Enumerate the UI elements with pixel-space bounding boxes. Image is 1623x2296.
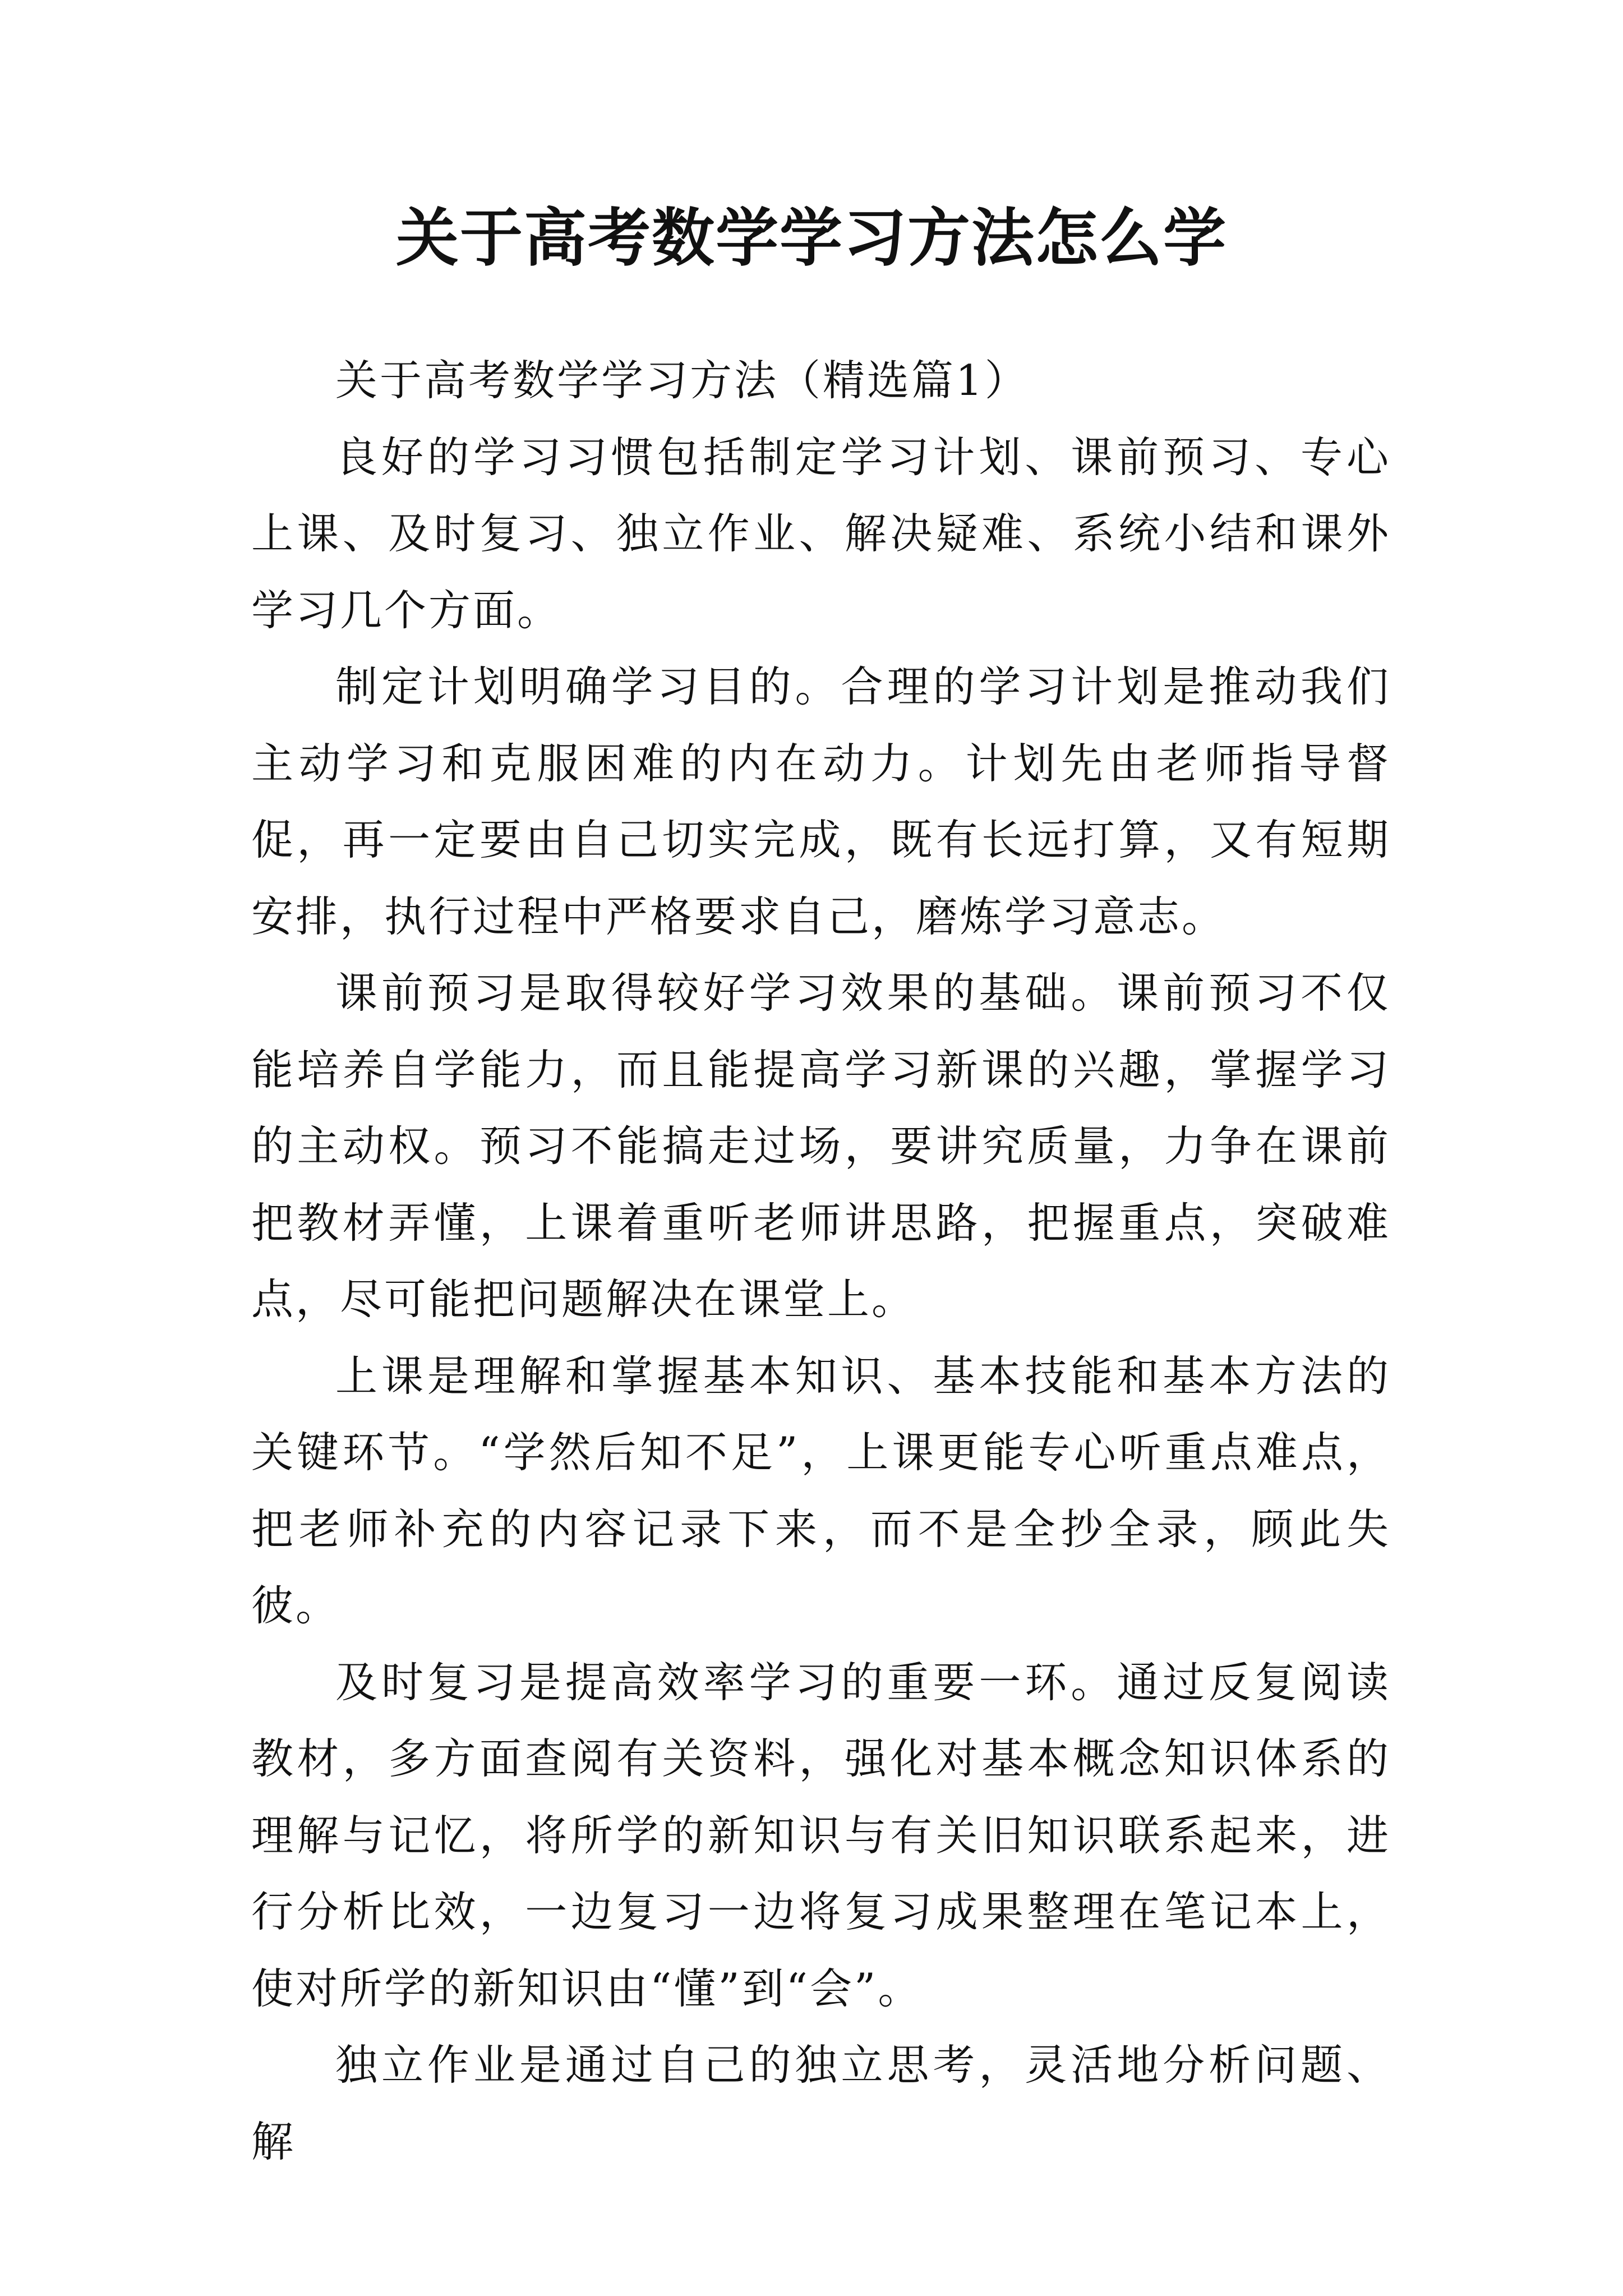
paragraph-review: 及时复习是提高效率学习的重要一环。通过反复阅读教材，多方面查阅有关资料，强化对基本概念知识体系的理解与记忆，将所学的新知识与有关旧知识联系起来，进行分析比效，一边复习一边将复习成果整理在笔记本上，使对所学的新知识由“懂”到“会”。 [251, 1657, 1391, 2013]
paragraph-habits: 良好的学习习惯包括制定学习计划、课前预习、专心上课、及时复习、独立作业、解决疑难、系统小结和课外学习几个方面。 [251, 432, 1391, 635]
document-body [251, 342, 1391, 2180]
paragraph-plan: 制定计划明确学习目的。合理的学习计划是推动我们主动学习和克服困难的内在动力。计划先由老师指导督促，再一定要由自己切实完成，既有长远打算，又有短期安排，执行过程中严格要求自己，磨炼学习意志。 [251, 662, 1391, 941]
paragraph-homework: 独立作业是通过自己的独立思考，灵活地分析问题、解 [251, 2040, 1391, 2166]
paragraph-class: 上课是理解和掌握基本知识、基本技能和基本方法的关键环节。“学然后知不足”，上课更能专心听重点难点，把老师补充的内容记录下来，而不是全抄全录，顾此失彼。 [251, 1351, 1391, 1630]
document-title: 关于高考数学学习方法怎么学 [396, 202, 1227, 275]
section-heading: 关于高考数学学习方法（精选篇1） [335, 356, 1029, 405]
paragraph-preview: 课前预习是取得较好学习效果的基础。课前预习不仅能培养自学能力，而且能提高学习新课的兴趣，掌握学习的主动权。预习不能搞走过场，要讲究质量，力争在课前把教材弄懂，上课着重听老师讲思路，把握重点，突破难点，尽可能把问题解决在课堂上。 [251, 968, 1391, 1324]
